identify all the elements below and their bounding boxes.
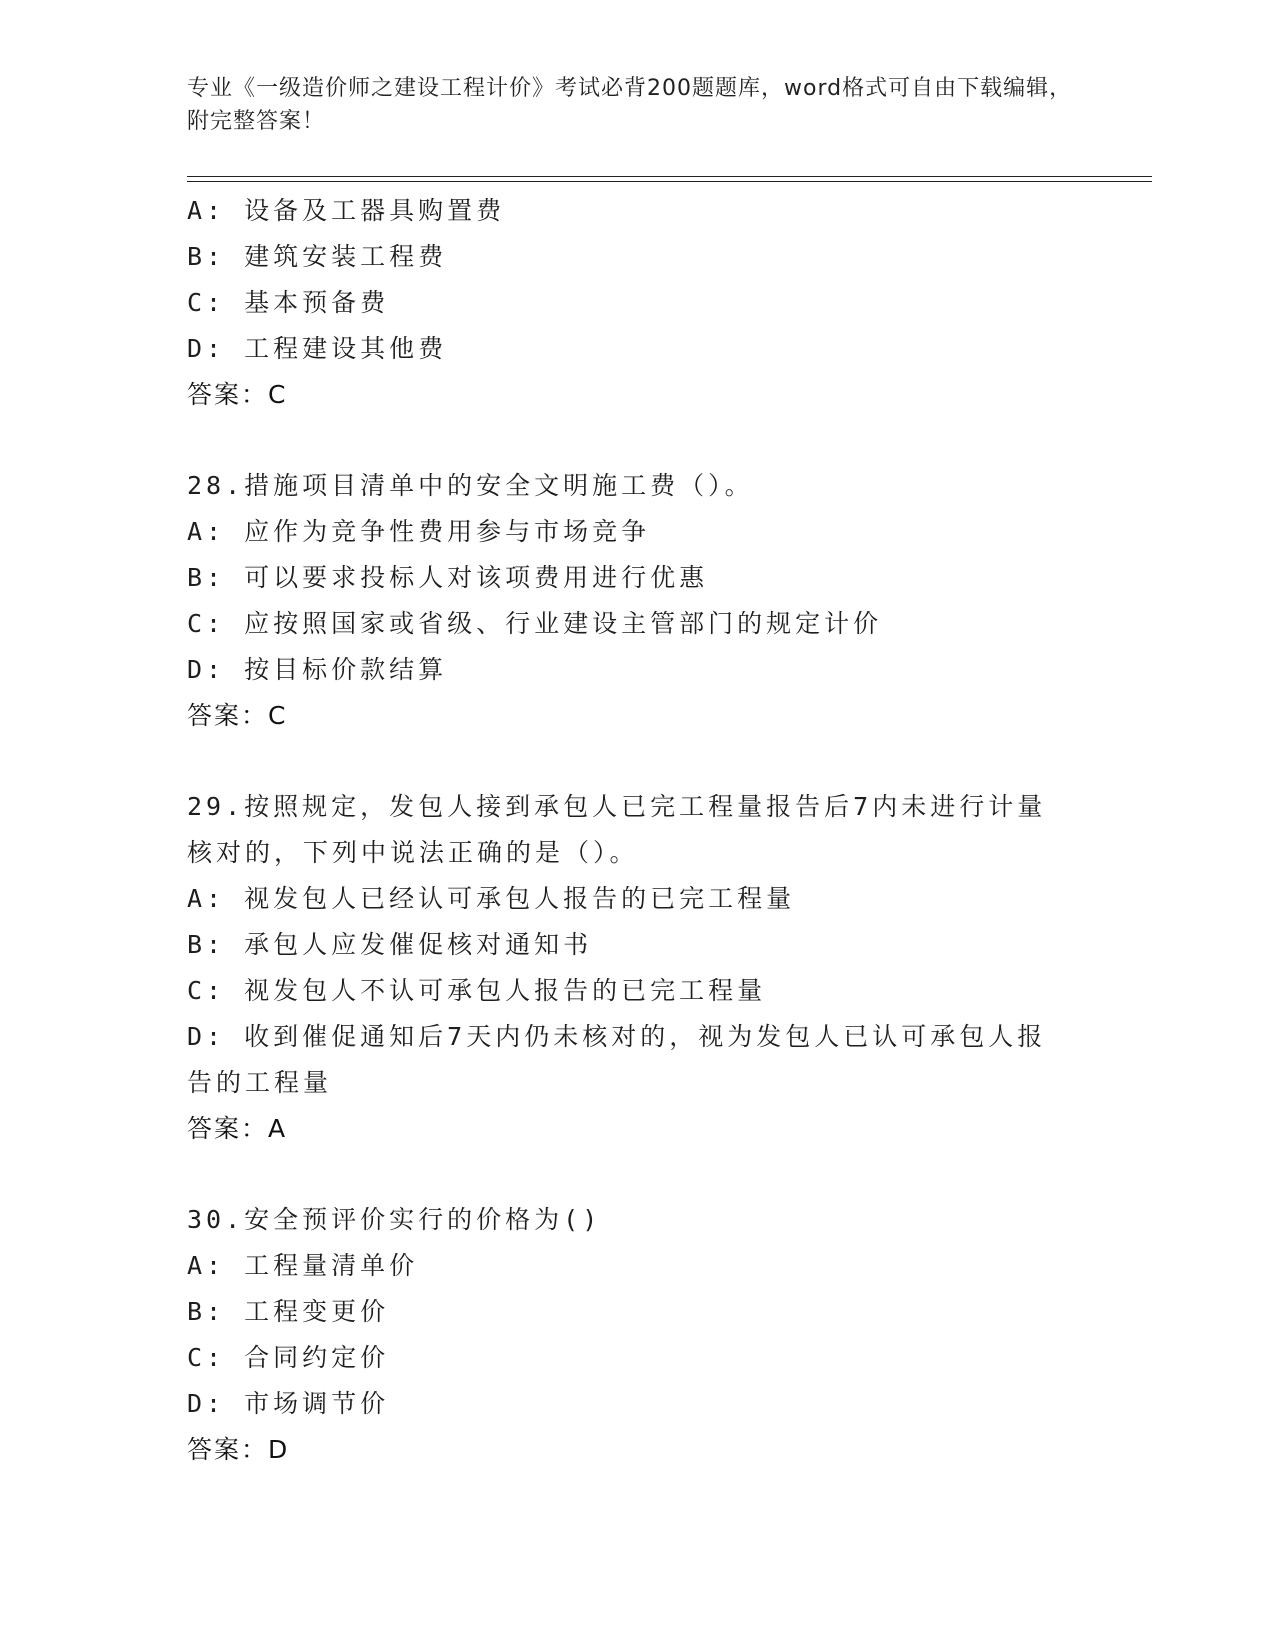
option-c: C: 应按照国家或省级、行业建设主管部门的规定计价 <box>187 609 883 638</box>
option-d: D: 收到催促通知后7天内仍未核对的，视为发包人已认可承包人报告的工程量 <box>187 1022 1047 1097</box>
option-b: B: 建筑安装工程费 <box>187 242 448 271</box>
option-d: D: 市场调节价 <box>187 1389 390 1418</box>
option-c: C: 基本预备费 <box>187 288 390 317</box>
option-c: C: 视发包人不认可承包人报告的已完工程量 <box>187 976 767 1005</box>
answer-line: 答案：C <box>187 380 288 409</box>
question-stem: 30.安全预评价实行的价格为() <box>187 1205 602 1234</box>
option-b: B: 承包人应发催促核对通知书 <box>187 930 593 959</box>
answer-line: 答案：C <box>187 701 288 730</box>
option-a: A: 设备及工器具购置费 <box>187 196 506 225</box>
question-block <box>187 463 1087 739</box>
question-list <box>187 188 1087 1473</box>
option-a: A: 应作为竞争性费用参与市场竞争 <box>187 517 651 546</box>
header-rule-top <box>187 176 1152 177</box>
spacer <box>187 418 1087 463</box>
question-stem: 29.按照规定，发包人接到承包人已完工程量报告后7内未进行计量核对的，下列中说法正确的是（）。 <box>187 792 1047 867</box>
option-c: C: 合同约定价 <box>187 1343 390 1372</box>
option-d: D: 工程建设其他费 <box>187 334 448 363</box>
option-b: B: 可以要求投标人对该项费用进行优惠 <box>187 563 709 592</box>
question-block <box>187 784 1087 1152</box>
question-stem: 28.措施项目清单中的安全文明施工费（）。 <box>187 471 754 500</box>
spacer <box>187 1152 1087 1197</box>
option-a: A: 工程量清单价 <box>187 1251 419 1280</box>
document-header: 专业《一级造价师之建设工程计价》考试必背200题题库，word格式可自由下载编辑，附完整答案！ <box>187 76 1073 134</box>
answer-line: 答案：D <box>187 1435 290 1464</box>
question-block <box>187 188 1087 418</box>
header-rule-bottom <box>187 181 1152 182</box>
option-d: D: 按目标价款结算 <box>187 655 448 684</box>
option-a: A: 视发包人已经认可承包人报告的已完工程量 <box>187 884 796 913</box>
option-b: B: 工程变更价 <box>187 1297 390 1326</box>
question-block <box>187 1197 1087 1473</box>
spacer <box>187 739 1087 784</box>
answer-line: 答案：A <box>187 1114 288 1143</box>
